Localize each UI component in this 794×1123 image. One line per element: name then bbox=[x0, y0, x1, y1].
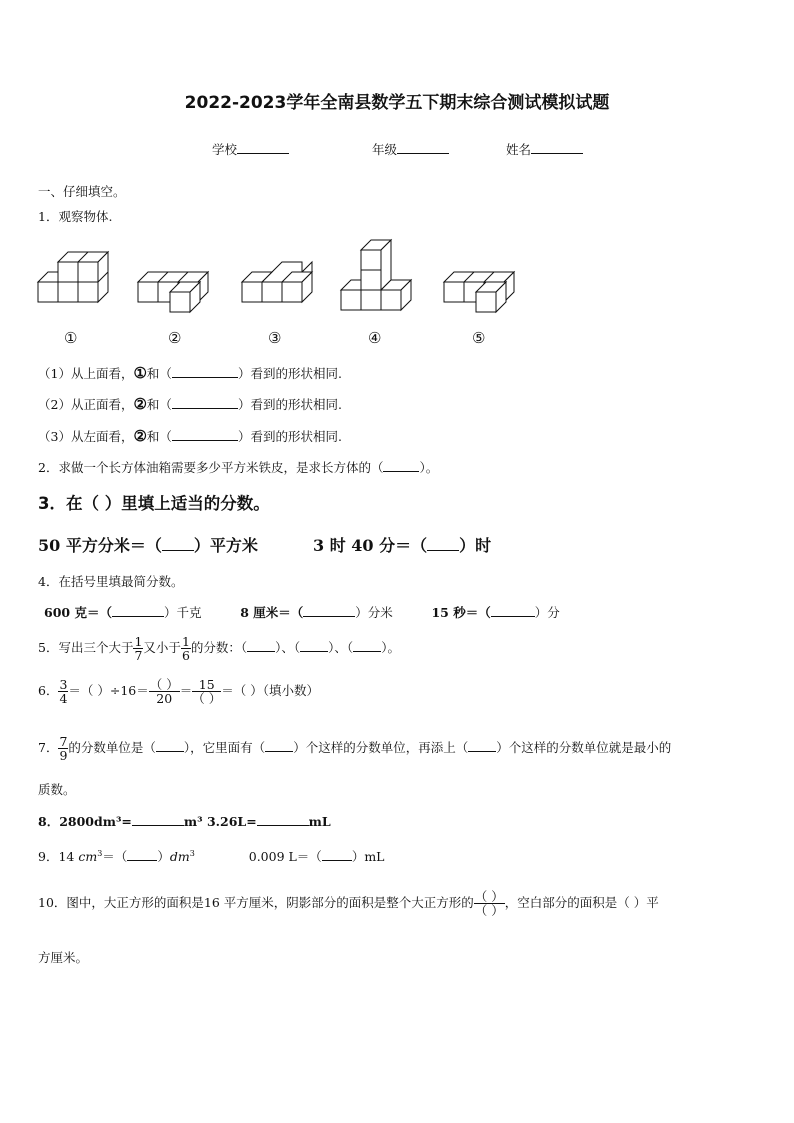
q10: 10．图中，大正方形的面积是16 平方厘米，阴影部分的面积是整个大正方形的 $\frac{( )}{( )}$ ，空白部分的面积是（ ）平 bbox=[38, 889, 659, 919]
school-blank[interactable] bbox=[237, 141, 289, 154]
cube-figure-3 bbox=[242, 262, 312, 302]
q1-sub1: （1）从上面看，①和（ ）看到的形状相同. bbox=[38, 364, 342, 382]
q9-blank-2[interactable] bbox=[322, 848, 352, 861]
q4: 4．在括号里填最简分数。 bbox=[38, 574, 184, 589]
cube-figure-5 bbox=[444, 272, 514, 312]
figure-label-5: ⑤ bbox=[472, 329, 486, 347]
school-field[interactable]: 学校 bbox=[212, 140, 289, 158]
q1-sub2-blank[interactable] bbox=[172, 396, 238, 409]
q5-blank-1[interactable] bbox=[247, 639, 275, 652]
q10-fraction: $\frac{( )}{( )}$ bbox=[474, 889, 504, 919]
q5-blank-3[interactable] bbox=[353, 639, 381, 652]
q7-fraction: $\frac{7}{9}$ bbox=[59, 734, 68, 764]
q3-blank-a[interactable] bbox=[162, 536, 194, 551]
q5-blank-2[interactable] bbox=[300, 639, 328, 652]
section-heading: 一、仔细填空。 bbox=[38, 184, 126, 199]
grade-blank[interactable] bbox=[397, 141, 449, 154]
q7: 7． $\frac{7}{9}$ 的分数单位是（ ），它里面有（ ）个这样的分数单位，再添上（ ）个这样的分数单位就是最小的 bbox=[38, 734, 672, 764]
figure-label-2: ② bbox=[168, 329, 182, 347]
q6-fraction-3: $\frac{15}{( )}$ bbox=[192, 677, 222, 707]
cube-figure-4 bbox=[341, 240, 411, 310]
q9: 9．14 $cm^3=$（ ）$dm^3$ 0.009 L＝（ ）mL bbox=[38, 848, 385, 864]
q3-blank-b[interactable] bbox=[427, 536, 459, 551]
q4-line: 600 克＝（ ）千克 8 厘米＝（ ）分米 15 秒＝（ ）分 bbox=[44, 605, 560, 620]
q8-blank-2[interactable] bbox=[257, 813, 309, 826]
page-title: 2022-2023学年全南县数学五下期末综合测试模拟试题 bbox=[184, 93, 610, 113]
q1-sub1-blank[interactable] bbox=[172, 365, 238, 378]
q1-sub3-blank[interactable] bbox=[172, 428, 238, 441]
name-blank[interactable] bbox=[531, 141, 583, 154]
q8-blank-1[interactable] bbox=[132, 813, 184, 826]
name-field[interactable]: 姓名 bbox=[506, 140, 583, 158]
q3-line: 50 平方分米＝（ ）平方米 3 时 40 分＝（ ）时 bbox=[38, 536, 492, 555]
q2-blank[interactable] bbox=[383, 459, 419, 472]
q2: 2．求做一个长方体油箱需要多少平方米铁皮，是求长方体的（ ）。 bbox=[38, 460, 439, 475]
q7-blank-1[interactable] bbox=[156, 739, 184, 752]
q1-sub2: （2）从正面看，②和（ ）看到的形状相同. bbox=[38, 395, 342, 413]
q6: 6． $\frac{3}{4}$ ＝（ ）÷16＝ $\frac{( )}{20}$ ＝ $\frac{15}{( )}$ ＝（ ）（填小数） bbox=[38, 677, 319, 707]
q4-blank-b[interactable] bbox=[303, 604, 355, 617]
q10-line2: 方厘米。 bbox=[38, 950, 89, 965]
q6-fraction-2: $\frac{( )}{20}$ bbox=[149, 677, 179, 707]
q5-fraction-1: $\frac{1}{7}$ bbox=[134, 634, 143, 664]
q4-blank-a[interactable] bbox=[112, 604, 164, 617]
q6-fraction-1: $\frac{3}{4}$ bbox=[59, 677, 68, 707]
q7-blank-2[interactable] bbox=[265, 739, 293, 752]
q7-line2: 质数。 bbox=[38, 782, 76, 797]
figure-label-3: ③ bbox=[268, 329, 282, 347]
q3: 3．在（ ）里填上适当的分数。 bbox=[38, 494, 270, 513]
cube-figure-1 bbox=[38, 252, 108, 302]
cube-figures bbox=[30, 236, 550, 316]
q7-blank-3[interactable] bbox=[468, 739, 496, 752]
q1-text: 1．观察物体. bbox=[38, 209, 113, 224]
q5: 5．写出三个大于 $\frac{1}{7}$ 又小于 $\frac{1}{6}$ 的分数：（ ）、（ ）、（ ）。 bbox=[38, 634, 400, 664]
q8: 8．2800dm³= m³ 3.26L= mL bbox=[38, 814, 331, 829]
q4-blank-c[interactable] bbox=[491, 604, 535, 617]
grade-field[interactable]: 年级 bbox=[372, 140, 449, 158]
q1-sub3: （3）从左面看，②和（ ）看到的形状相同. bbox=[38, 427, 342, 445]
cube-figure-2 bbox=[138, 272, 208, 312]
figure-label-1: ① bbox=[64, 329, 78, 347]
q9-blank-1[interactable] bbox=[127, 848, 157, 861]
figure-label-4: ④ bbox=[368, 329, 382, 347]
q5-fraction-2: $\frac{1}{6}$ bbox=[181, 634, 190, 664]
